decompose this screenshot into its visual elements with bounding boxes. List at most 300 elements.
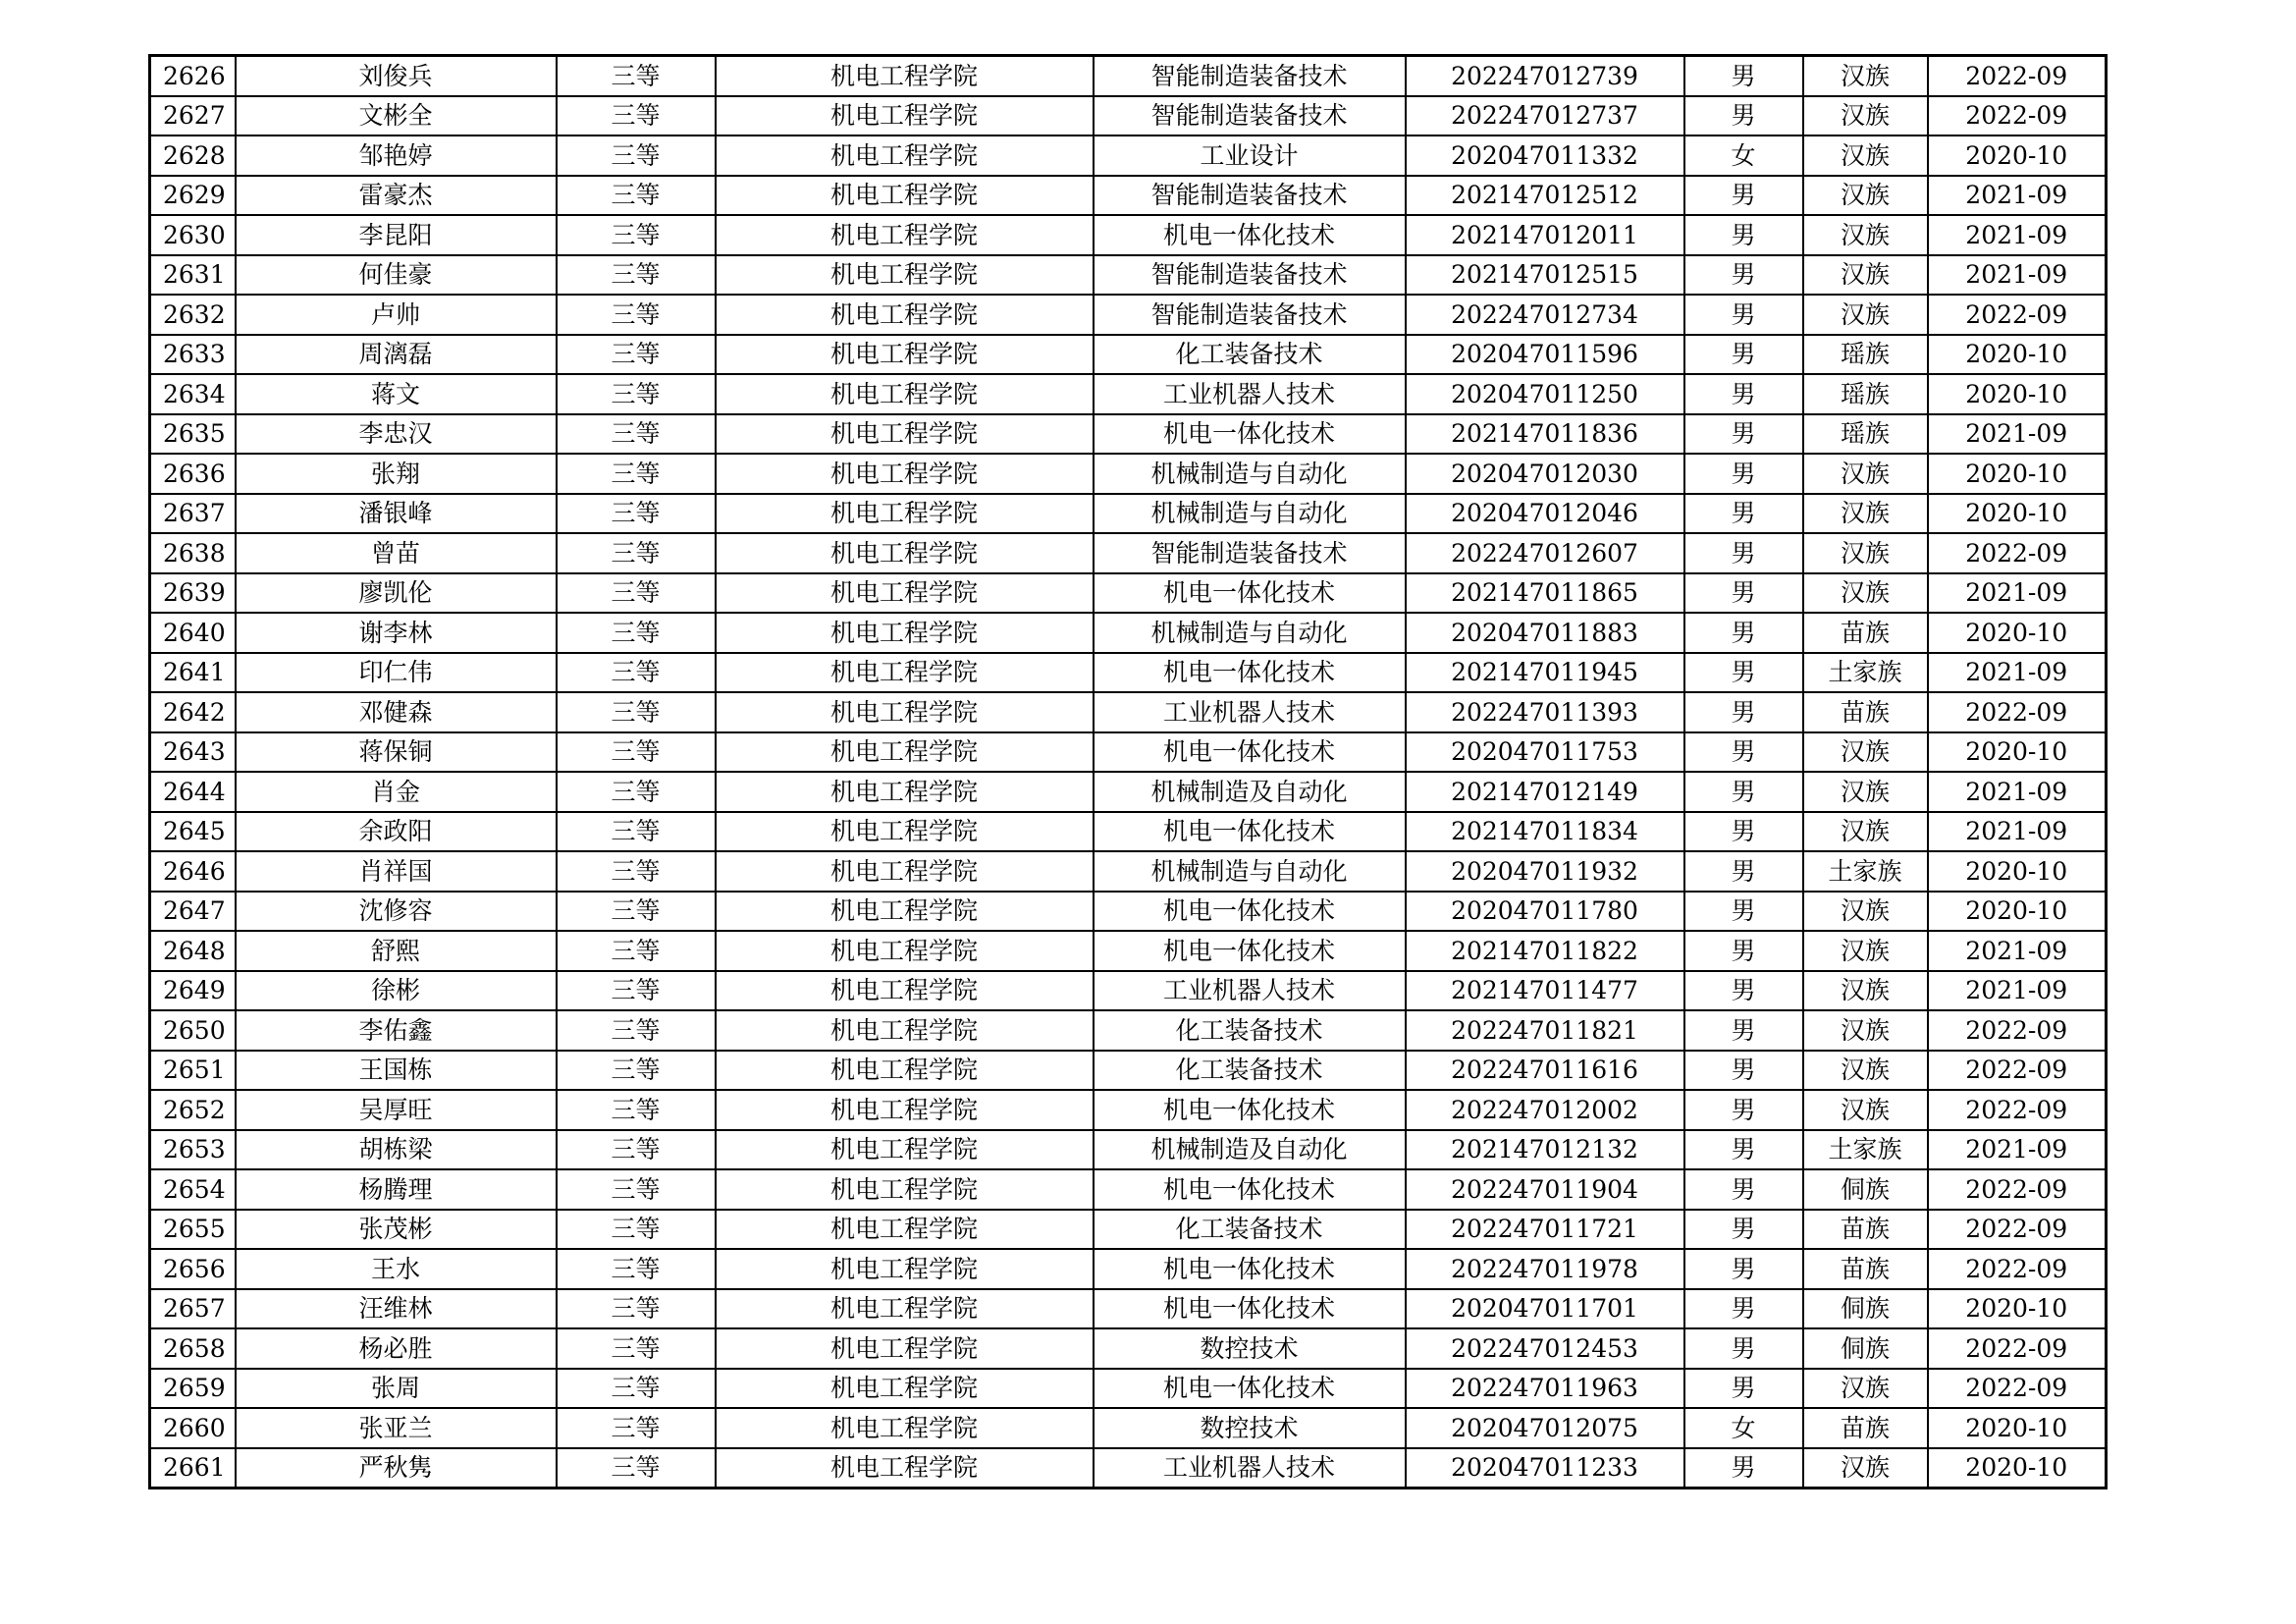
seq-cell: 2640 xyxy=(150,613,236,653)
college-cell: 机电工程学院 xyxy=(716,573,1094,614)
ethnicity-cell: 苗族 xyxy=(1803,692,1928,732)
student-id-cell: 202147011834 xyxy=(1406,812,1684,852)
student-id-cell: 202147011865 xyxy=(1406,573,1684,614)
student-id-cell: 202247012739 xyxy=(1406,56,1684,96)
award-level-cell: 三等 xyxy=(557,1090,716,1130)
gender-cell: 男 xyxy=(1684,1010,1803,1051)
seq-cell: 2628 xyxy=(150,135,236,176)
student-id-cell: 202047011332 xyxy=(1406,135,1684,176)
major-cell: 机械制造与自动化 xyxy=(1094,851,1406,892)
enrollment-date-cell: 2021-09 xyxy=(1928,215,2107,255)
enrollment-date-cell: 2020-10 xyxy=(1928,494,2107,534)
major-cell: 工业机器人技术 xyxy=(1094,1448,1406,1489)
college-cell: 机电工程学院 xyxy=(716,255,1094,296)
ethnicity-cell: 汉族 xyxy=(1803,494,1928,534)
major-cell: 机械制造与自动化 xyxy=(1094,494,1406,534)
table-row xyxy=(150,295,2107,335)
enrollment-date-cell: 2020-10 xyxy=(1928,335,2107,375)
major-cell: 化工装备技术 xyxy=(1094,1051,1406,1091)
gender-cell: 男 xyxy=(1684,1289,1803,1329)
seq-cell: 2632 xyxy=(150,295,236,335)
name-cell: 杨腾理 xyxy=(236,1169,557,1210)
gender-cell: 男 xyxy=(1684,96,1803,136)
seq-cell: 2645 xyxy=(150,812,236,852)
major-cell: 机电一体化技术 xyxy=(1094,414,1406,455)
major-cell: 工业机器人技术 xyxy=(1094,374,1406,414)
name-cell: 沈修容 xyxy=(236,892,557,932)
student-id-cell: 202047011932 xyxy=(1406,851,1684,892)
name-cell: 谢李林 xyxy=(236,613,557,653)
college-cell: 机电工程学院 xyxy=(716,772,1094,812)
major-cell: 机电一体化技术 xyxy=(1094,573,1406,614)
ethnicity-cell: 汉族 xyxy=(1803,1369,1928,1409)
award-level-cell: 三等 xyxy=(557,573,716,614)
student-id-cell: 202147012515 xyxy=(1406,255,1684,296)
ethnicity-cell: 苗族 xyxy=(1803,613,1928,653)
gender-cell: 男 xyxy=(1684,1369,1803,1409)
name-cell: 胡栋梁 xyxy=(236,1130,557,1170)
ethnicity-cell: 汉族 xyxy=(1803,135,1928,176)
major-cell: 化工装备技术 xyxy=(1094,335,1406,375)
student-id-cell: 202247012453 xyxy=(1406,1328,1684,1369)
award-level-cell: 三等 xyxy=(557,215,716,255)
seq-cell: 2644 xyxy=(150,772,236,812)
ethnicity-cell: 汉族 xyxy=(1803,1010,1928,1051)
seq-cell: 2629 xyxy=(150,176,236,216)
student-id-cell: 202047012046 xyxy=(1406,494,1684,534)
award-level-cell: 三等 xyxy=(557,96,716,136)
table-row xyxy=(150,653,2107,693)
college-cell: 机电工程学院 xyxy=(716,135,1094,176)
ethnicity-cell: 汉族 xyxy=(1803,971,1928,1011)
student-id-cell: 202147011945 xyxy=(1406,653,1684,693)
seq-cell: 2659 xyxy=(150,1369,236,1409)
seq-cell: 2652 xyxy=(150,1090,236,1130)
college-cell: 机电工程学院 xyxy=(716,851,1094,892)
gender-cell: 男 xyxy=(1684,1169,1803,1210)
award-level-cell: 三等 xyxy=(557,971,716,1011)
table-row xyxy=(150,1130,2107,1170)
table-row xyxy=(150,692,2107,732)
name-cell: 张亚兰 xyxy=(236,1408,557,1448)
ethnicity-cell: 汉族 xyxy=(1803,573,1928,614)
enrollment-date-cell: 2022-09 xyxy=(1928,1090,2107,1130)
major-cell: 机电一体化技术 xyxy=(1094,1249,1406,1289)
table-row xyxy=(150,892,2107,932)
major-cell: 工业机器人技术 xyxy=(1094,692,1406,732)
gender-cell: 男 xyxy=(1684,573,1803,614)
gender-cell: 男 xyxy=(1684,374,1803,414)
gender-cell: 男 xyxy=(1684,851,1803,892)
award-level-cell: 三等 xyxy=(557,414,716,455)
enrollment-date-cell: 2022-09 xyxy=(1928,1010,2107,1051)
enrollment-date-cell: 2021-09 xyxy=(1928,1130,2107,1170)
student-id-cell: 202147012512 xyxy=(1406,176,1684,216)
ethnicity-cell: 汉族 xyxy=(1803,1051,1928,1091)
roster-body xyxy=(150,56,2107,1489)
college-cell: 机电工程学院 xyxy=(716,1130,1094,1170)
name-cell: 邹艳婷 xyxy=(236,135,557,176)
ethnicity-cell: 汉族 xyxy=(1803,454,1928,494)
gender-cell: 男 xyxy=(1684,1051,1803,1091)
college-cell: 机电工程学院 xyxy=(716,653,1094,693)
enrollment-date-cell: 2022-09 xyxy=(1928,56,2107,96)
gender-cell: 男 xyxy=(1684,812,1803,852)
student-id-cell: 202247011821 xyxy=(1406,1010,1684,1051)
college-cell: 机电工程学院 xyxy=(716,812,1094,852)
gender-cell: 男 xyxy=(1684,454,1803,494)
enrollment-date-cell: 2022-09 xyxy=(1928,1249,2107,1289)
name-cell: 何佳豪 xyxy=(236,255,557,296)
table-row xyxy=(150,1328,2107,1369)
seq-cell: 2654 xyxy=(150,1169,236,1210)
major-cell: 机电一体化技术 xyxy=(1094,892,1406,932)
college-cell: 机电工程学院 xyxy=(716,1210,1094,1250)
seq-cell: 2635 xyxy=(150,414,236,455)
college-cell: 机电工程学院 xyxy=(716,1090,1094,1130)
name-cell: 徐彬 xyxy=(236,971,557,1011)
gender-cell: 男 xyxy=(1684,1130,1803,1170)
student-id-cell: 202247012607 xyxy=(1406,533,1684,573)
major-cell: 机械制造及自动化 xyxy=(1094,1130,1406,1170)
ethnicity-cell: 土家族 xyxy=(1803,653,1928,693)
gender-cell: 男 xyxy=(1684,494,1803,534)
major-cell: 工业机器人技术 xyxy=(1094,971,1406,1011)
gender-cell: 男 xyxy=(1684,732,1803,773)
major-cell: 智能制造装备技术 xyxy=(1094,176,1406,216)
name-cell: 周漓磊 xyxy=(236,335,557,375)
ethnicity-cell: 汉族 xyxy=(1803,295,1928,335)
enrollment-date-cell: 2021-09 xyxy=(1928,971,2107,1011)
seq-cell: 2634 xyxy=(150,374,236,414)
ethnicity-cell: 侗族 xyxy=(1803,1328,1928,1369)
ethnicity-cell: 瑶族 xyxy=(1803,414,1928,455)
seq-cell: 2657 xyxy=(150,1289,236,1329)
student-id-cell: 202247011978 xyxy=(1406,1249,1684,1289)
seq-cell: 2630 xyxy=(150,215,236,255)
college-cell: 机电工程学院 xyxy=(716,1010,1094,1051)
name-cell: 王国栋 xyxy=(236,1051,557,1091)
name-cell: 肖金 xyxy=(236,772,557,812)
enrollment-date-cell: 2020-10 xyxy=(1928,135,2107,176)
gender-cell: 男 xyxy=(1684,653,1803,693)
ethnicity-cell: 汉族 xyxy=(1803,1448,1928,1489)
college-cell: 机电工程学院 xyxy=(716,374,1094,414)
seq-cell: 2642 xyxy=(150,692,236,732)
gender-cell: 男 xyxy=(1684,56,1803,96)
award-level-cell: 三等 xyxy=(557,653,716,693)
enrollment-date-cell: 2021-09 xyxy=(1928,772,2107,812)
table-row xyxy=(150,176,2107,216)
student-id-cell: 202247011721 xyxy=(1406,1210,1684,1250)
table-row xyxy=(150,255,2107,296)
table-row xyxy=(150,1010,2107,1051)
table-row xyxy=(150,812,2107,852)
student-id-cell: 202047011250 xyxy=(1406,374,1684,414)
gender-cell: 女 xyxy=(1684,135,1803,176)
ethnicity-cell: 汉族 xyxy=(1803,812,1928,852)
college-cell: 机电工程学院 xyxy=(716,295,1094,335)
college-cell: 机电工程学院 xyxy=(716,454,1094,494)
name-cell: 张周 xyxy=(236,1369,557,1409)
award-level-cell: 三等 xyxy=(557,1448,716,1489)
major-cell: 化工装备技术 xyxy=(1094,1010,1406,1051)
ethnicity-cell: 苗族 xyxy=(1803,1210,1928,1250)
seq-cell: 2651 xyxy=(150,1051,236,1091)
gender-cell: 男 xyxy=(1684,613,1803,653)
major-cell: 机电一体化技术 xyxy=(1094,732,1406,773)
major-cell: 数控技术 xyxy=(1094,1408,1406,1448)
name-cell: 杨必胜 xyxy=(236,1328,557,1369)
name-cell: 文彬全 xyxy=(236,96,557,136)
major-cell: 机电一体化技术 xyxy=(1094,653,1406,693)
major-cell: 智能制造装备技术 xyxy=(1094,56,1406,96)
major-cell: 工业设计 xyxy=(1094,135,1406,176)
seq-cell: 2637 xyxy=(150,494,236,534)
name-cell: 刘俊兵 xyxy=(236,56,557,96)
award-level-cell: 三等 xyxy=(557,533,716,573)
enrollment-date-cell: 2021-09 xyxy=(1928,931,2107,971)
name-cell: 舒熙 xyxy=(236,931,557,971)
college-cell: 机电工程学院 xyxy=(716,892,1094,932)
name-cell: 李佑鑫 xyxy=(236,1010,557,1051)
enrollment-date-cell: 2020-10 xyxy=(1928,892,2107,932)
major-cell: 机电一体化技术 xyxy=(1094,812,1406,852)
table-row xyxy=(150,135,2107,176)
enrollment-date-cell: 2022-09 xyxy=(1928,692,2107,732)
college-cell: 机电工程学院 xyxy=(716,215,1094,255)
enrollment-date-cell: 2020-10 xyxy=(1928,1289,2107,1329)
award-level-cell: 三等 xyxy=(557,772,716,812)
enrollment-date-cell: 2022-09 xyxy=(1928,295,2107,335)
college-cell: 机电工程学院 xyxy=(716,613,1094,653)
gender-cell: 男 xyxy=(1684,1448,1803,1489)
student-id-cell: 202047011883 xyxy=(1406,613,1684,653)
major-cell: 机电一体化技术 xyxy=(1094,931,1406,971)
major-cell: 机械制造与自动化 xyxy=(1094,613,1406,653)
gender-cell: 男 xyxy=(1684,414,1803,455)
award-level-cell: 三等 xyxy=(557,1169,716,1210)
student-id-cell: 202147012132 xyxy=(1406,1130,1684,1170)
award-level-cell: 三等 xyxy=(557,931,716,971)
college-cell: 机电工程学院 xyxy=(716,1369,1094,1409)
college-cell: 机电工程学院 xyxy=(716,1408,1094,1448)
award-level-cell: 三等 xyxy=(557,851,716,892)
table-row xyxy=(150,454,2107,494)
seq-cell: 2638 xyxy=(150,533,236,573)
gender-cell: 女 xyxy=(1684,1408,1803,1448)
college-cell: 机电工程学院 xyxy=(716,1328,1094,1369)
seq-cell: 2631 xyxy=(150,255,236,296)
table-row xyxy=(150,573,2107,614)
table-row xyxy=(150,1090,2107,1130)
major-cell: 机电一体化技术 xyxy=(1094,1369,1406,1409)
name-cell: 李忠汉 xyxy=(236,414,557,455)
award-level-cell: 三等 xyxy=(557,1249,716,1289)
gender-cell: 男 xyxy=(1684,533,1803,573)
gender-cell: 男 xyxy=(1684,255,1803,296)
gender-cell: 男 xyxy=(1684,692,1803,732)
name-cell: 蒋保铜 xyxy=(236,732,557,773)
name-cell: 张翔 xyxy=(236,454,557,494)
name-cell: 邓健森 xyxy=(236,692,557,732)
seq-cell: 2646 xyxy=(150,851,236,892)
award-level-cell: 三等 xyxy=(557,255,716,296)
student-id-cell: 202047011596 xyxy=(1406,335,1684,375)
table-row xyxy=(150,1369,2107,1409)
enrollment-date-cell: 2020-10 xyxy=(1928,1408,2107,1448)
seq-cell: 2653 xyxy=(150,1130,236,1170)
student-id-cell: 202247011616 xyxy=(1406,1051,1684,1091)
ethnicity-cell: 汉族 xyxy=(1803,772,1928,812)
table-row xyxy=(150,1210,2107,1250)
ethnicity-cell: 瑶族 xyxy=(1803,374,1928,414)
award-level-cell: 三等 xyxy=(557,1010,716,1051)
college-cell: 机电工程学院 xyxy=(716,533,1094,573)
seq-cell: 2648 xyxy=(150,931,236,971)
enrollment-date-cell: 2022-09 xyxy=(1928,1169,2107,1210)
ethnicity-cell: 汉族 xyxy=(1803,892,1928,932)
college-cell: 机电工程学院 xyxy=(716,732,1094,773)
ethnicity-cell: 侗族 xyxy=(1803,1289,1928,1329)
gender-cell: 男 xyxy=(1684,971,1803,1011)
college-cell: 机电工程学院 xyxy=(716,494,1094,534)
seq-cell: 2641 xyxy=(150,653,236,693)
enrollment-date-cell: 2021-09 xyxy=(1928,255,2107,296)
table-row xyxy=(150,1448,2107,1489)
seq-cell: 2649 xyxy=(150,971,236,1011)
college-cell: 机电工程学院 xyxy=(716,1289,1094,1329)
ethnicity-cell: 汉族 xyxy=(1803,176,1928,216)
table-row xyxy=(150,772,2107,812)
award-level-cell: 三等 xyxy=(557,135,716,176)
award-level-cell: 三等 xyxy=(557,812,716,852)
award-level-cell: 三等 xyxy=(557,1328,716,1369)
ethnicity-cell: 汉族 xyxy=(1803,732,1928,773)
name-cell: 潘银峰 xyxy=(236,494,557,534)
enrollment-date-cell: 2020-10 xyxy=(1928,1448,2107,1489)
seq-cell: 2650 xyxy=(150,1010,236,1051)
award-level-cell: 三等 xyxy=(557,374,716,414)
table-row xyxy=(150,96,2107,136)
seq-cell: 2643 xyxy=(150,732,236,773)
student-id-cell: 202247012737 xyxy=(1406,96,1684,136)
award-level-cell: 三等 xyxy=(557,1408,716,1448)
name-cell: 肖祥国 xyxy=(236,851,557,892)
name-cell: 严秋隽 xyxy=(236,1448,557,1489)
name-cell: 王水 xyxy=(236,1249,557,1289)
award-level-cell: 三等 xyxy=(557,692,716,732)
enrollment-date-cell: 2020-10 xyxy=(1928,851,2107,892)
enrollment-date-cell: 2022-09 xyxy=(1928,96,2107,136)
award-level-cell: 三等 xyxy=(557,1210,716,1250)
major-cell: 化工装备技术 xyxy=(1094,1210,1406,1250)
name-cell: 雷豪杰 xyxy=(236,176,557,216)
gender-cell: 男 xyxy=(1684,335,1803,375)
enrollment-date-cell: 2022-09 xyxy=(1928,1328,2107,1369)
enrollment-date-cell: 2021-09 xyxy=(1928,573,2107,614)
gender-cell: 男 xyxy=(1684,295,1803,335)
ethnicity-cell: 汉族 xyxy=(1803,533,1928,573)
seq-cell: 2655 xyxy=(150,1210,236,1250)
seq-cell: 2639 xyxy=(150,573,236,614)
student-id-cell: 202247011904 xyxy=(1406,1169,1684,1210)
student-id-cell: 202047011753 xyxy=(1406,732,1684,773)
table-row xyxy=(150,851,2107,892)
table-row xyxy=(150,1249,2107,1289)
seq-cell: 2633 xyxy=(150,335,236,375)
college-cell: 机电工程学院 xyxy=(716,176,1094,216)
gender-cell: 男 xyxy=(1684,1249,1803,1289)
enrollment-date-cell: 2021-09 xyxy=(1928,812,2107,852)
award-level-cell: 三等 xyxy=(557,494,716,534)
enrollment-date-cell: 2022-09 xyxy=(1928,1051,2107,1091)
college-cell: 机电工程学院 xyxy=(716,96,1094,136)
table-row xyxy=(150,533,2107,573)
student-id-cell: 202047012075 xyxy=(1406,1408,1684,1448)
table-row xyxy=(150,1169,2107,1210)
seq-cell: 2660 xyxy=(150,1408,236,1448)
major-cell: 机电一体化技术 xyxy=(1094,1289,1406,1329)
award-level-cell: 三等 xyxy=(557,1130,716,1170)
college-cell: 机电工程学院 xyxy=(716,414,1094,455)
major-cell: 机电一体化技术 xyxy=(1094,1090,1406,1130)
table-row xyxy=(150,1408,2107,1448)
student-id-cell: 202147011477 xyxy=(1406,971,1684,1011)
table-row xyxy=(150,971,2107,1011)
student-id-cell: 202247012734 xyxy=(1406,295,1684,335)
roster-table xyxy=(148,54,2108,1489)
major-cell: 机电一体化技术 xyxy=(1094,215,1406,255)
enrollment-date-cell: 2020-10 xyxy=(1928,454,2107,494)
student-id-cell: 202247011963 xyxy=(1406,1369,1684,1409)
gender-cell: 男 xyxy=(1684,176,1803,216)
student-id-cell: 202147011822 xyxy=(1406,931,1684,971)
ethnicity-cell: 瑶族 xyxy=(1803,335,1928,375)
seq-cell: 2626 xyxy=(150,56,236,96)
college-cell: 机电工程学院 xyxy=(716,1051,1094,1091)
ethnicity-cell: 汉族 xyxy=(1803,931,1928,971)
gender-cell: 男 xyxy=(1684,215,1803,255)
award-level-cell: 三等 xyxy=(557,454,716,494)
name-cell: 蒋文 xyxy=(236,374,557,414)
ethnicity-cell: 侗族 xyxy=(1803,1169,1928,1210)
table-row xyxy=(150,931,2107,971)
enrollment-date-cell: 2022-09 xyxy=(1928,1210,2107,1250)
college-cell: 机电工程学院 xyxy=(716,1169,1094,1210)
gender-cell: 男 xyxy=(1684,772,1803,812)
major-cell: 机电一体化技术 xyxy=(1094,1169,1406,1210)
major-cell: 机械制造及自动化 xyxy=(1094,772,1406,812)
enrollment-date-cell: 2022-09 xyxy=(1928,533,2107,573)
seq-cell: 2658 xyxy=(150,1328,236,1369)
name-cell: 卢帅 xyxy=(236,295,557,335)
ethnicity-cell: 汉族 xyxy=(1803,96,1928,136)
table-row xyxy=(150,494,2107,534)
enrollment-date-cell: 2021-09 xyxy=(1928,176,2107,216)
award-level-cell: 三等 xyxy=(557,295,716,335)
student-id-cell: 202047012030 xyxy=(1406,454,1684,494)
table-row xyxy=(150,1051,2107,1091)
seq-cell: 2627 xyxy=(150,96,236,136)
student-id-cell: 202147012011 xyxy=(1406,215,1684,255)
student-id-cell: 202147011836 xyxy=(1406,414,1684,455)
college-cell: 机电工程学院 xyxy=(716,335,1094,375)
enrollment-date-cell: 2021-09 xyxy=(1928,414,2107,455)
major-cell: 智能制造装备技术 xyxy=(1094,255,1406,296)
table-row xyxy=(150,414,2107,455)
college-cell: 机电工程学院 xyxy=(716,971,1094,1011)
